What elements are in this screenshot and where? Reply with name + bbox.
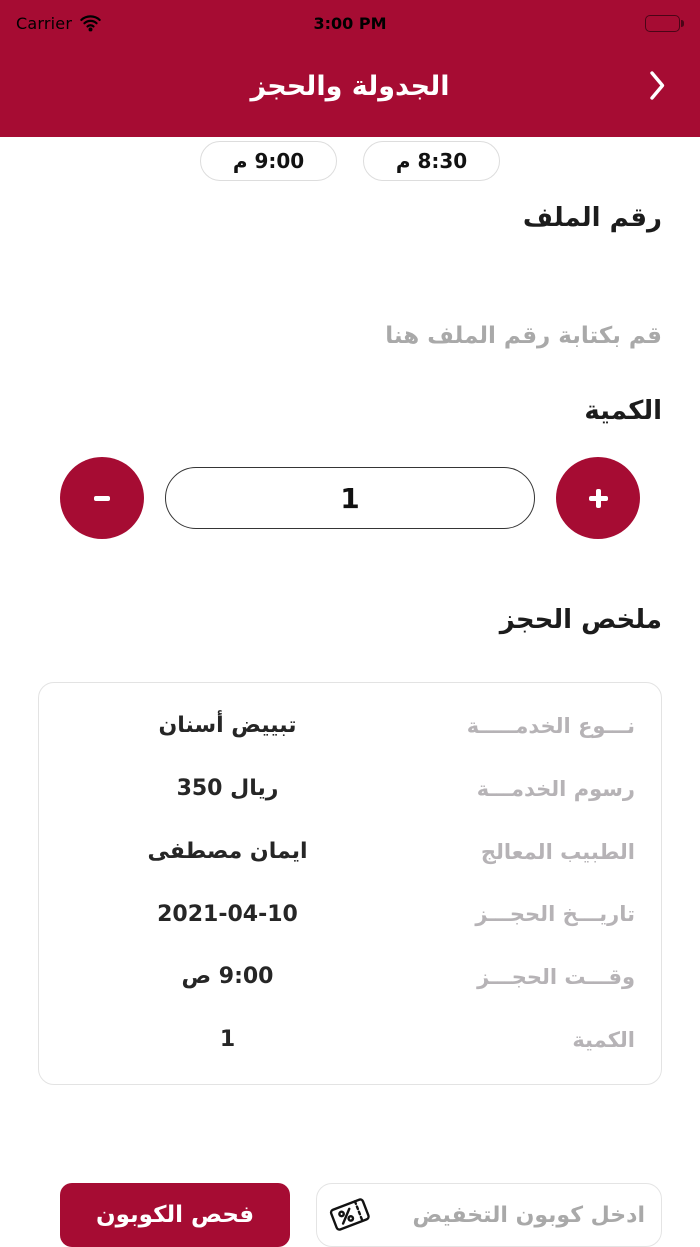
file-number-label: رقم الملف bbox=[522, 203, 662, 233]
row-label: تاريـــخ الحجـــز bbox=[475, 902, 635, 927]
summary-row-booking-date bbox=[65, 884, 635, 947]
check-coupon-button[interactable]: فحص الكوبون bbox=[60, 1183, 290, 1247]
row-value: 2021-04-10 bbox=[157, 901, 298, 927]
quantity-plus-button[interactable] bbox=[556, 457, 640, 539]
chevron-right-icon bbox=[649, 70, 666, 103]
quantity-stepper bbox=[0, 457, 700, 539]
plus-icon bbox=[589, 489, 608, 508]
time-slot-pill-2[interactable]: 8:30 م bbox=[363, 141, 500, 181]
time-slot-row bbox=[0, 141, 700, 181]
coupon-bar bbox=[0, 1183, 700, 1247]
row-value: ريال 350 bbox=[176, 776, 279, 802]
row-label: الكمية bbox=[572, 1027, 635, 1052]
summary-row-doctor bbox=[65, 821, 635, 884]
battery-icon bbox=[645, 15, 685, 32]
summary-row-service-fee bbox=[65, 758, 635, 821]
row-value: 9:00 ص bbox=[181, 964, 274, 990]
summary-row-booking-time bbox=[65, 946, 635, 1009]
time-slot-pill-1[interactable]: 9:00 م bbox=[200, 141, 337, 181]
nav-bar bbox=[0, 36, 700, 137]
app-header bbox=[0, 0, 700, 137]
back-button[interactable] bbox=[645, 66, 670, 107]
quantity-minus-button[interactable] bbox=[60, 457, 144, 539]
minus-icon bbox=[94, 496, 110, 501]
summary-row-service-type bbox=[65, 695, 635, 758]
row-label: وقـــت الحجـــز bbox=[477, 965, 635, 990]
row-label: نـــوع الخدمـــــة bbox=[466, 713, 635, 738]
carrier-label: Carrier bbox=[16, 13, 73, 33]
status-time: 3:00 PM bbox=[313, 13, 387, 33]
summary-card bbox=[38, 682, 662, 1085]
summary-title: ملخص الحجز bbox=[499, 605, 662, 636]
page-title: الجدولة والحجز bbox=[250, 71, 450, 102]
coupon-field bbox=[316, 1183, 662, 1247]
coupon-input[interactable] bbox=[316, 1183, 662, 1247]
quantity-input[interactable] bbox=[165, 467, 535, 529]
row-value: 1 bbox=[219, 1027, 236, 1053]
quantity-label: الكمية bbox=[584, 396, 662, 427]
row-label: رسوم الخدمـــة bbox=[476, 776, 635, 801]
status-bar bbox=[0, 0, 700, 36]
row-label: الطبيب المعالج bbox=[480, 839, 635, 864]
row-value: تبييض أسنان bbox=[158, 713, 297, 739]
file-number-input[interactable] bbox=[38, 314, 662, 358]
summary-row-quantity bbox=[65, 1009, 635, 1072]
row-value: ايمان مصطفى bbox=[147, 838, 308, 864]
